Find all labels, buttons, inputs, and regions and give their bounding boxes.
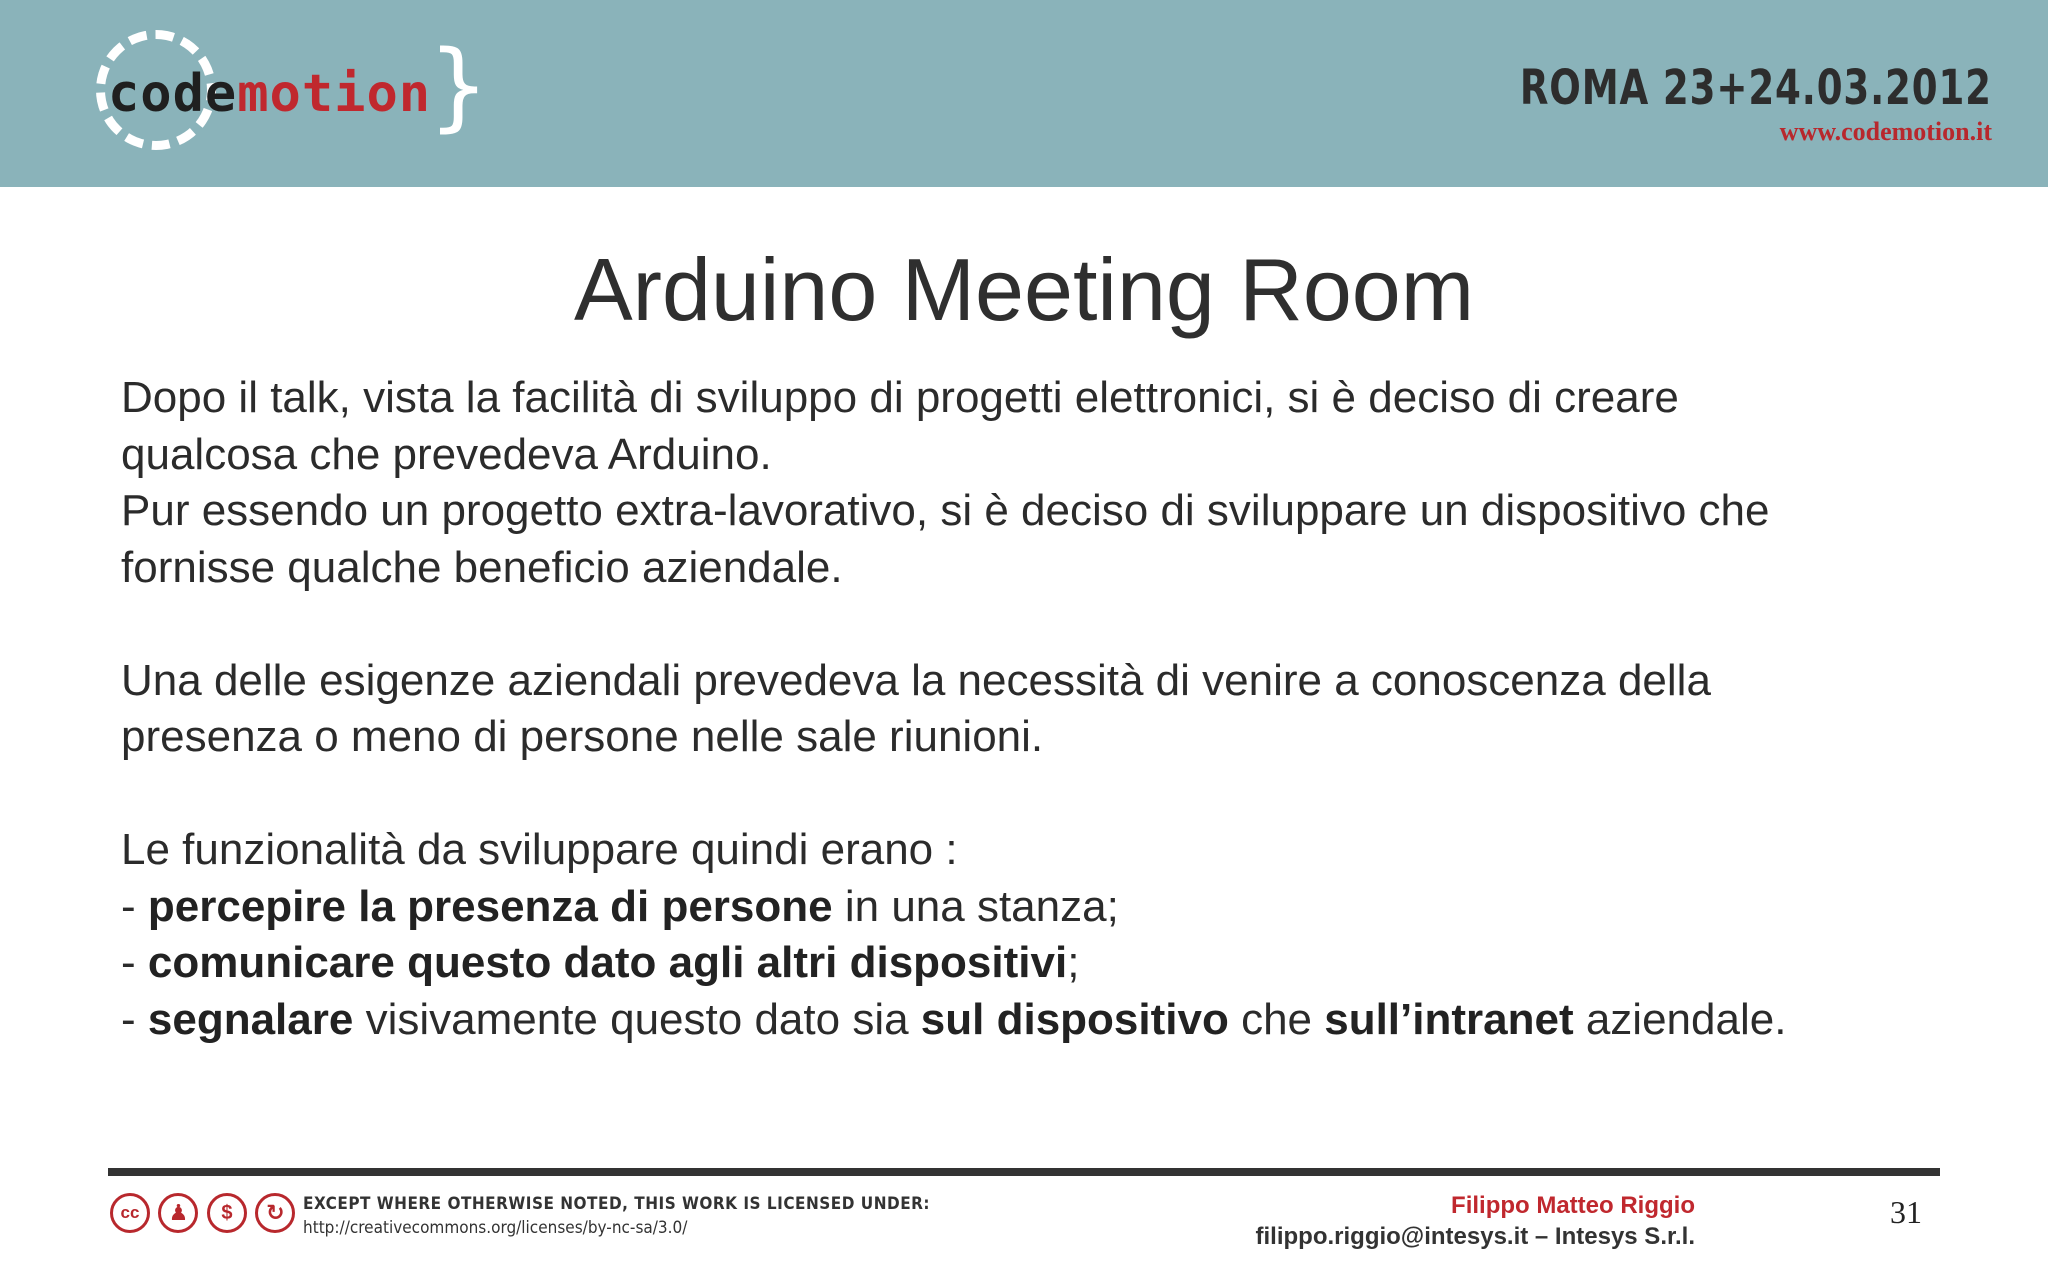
bullet-dash: - [121, 881, 148, 931]
bullet-bold: percepire la presenza di persone [147, 881, 833, 931]
codemotion-logo [88, 26, 490, 160]
slide-body [121, 370, 2001, 1048]
author-info [1256, 1190, 1696, 1252]
event-date: ROMA 23+24.03.2012 [1519, 60, 1992, 116]
bullet-text: visivamente questo dato sia [353, 994, 921, 1044]
bullet-bold: comunicare questo dato agli altri dispositivi [147, 938, 1068, 987]
bullet-item [121, 935, 2001, 992]
paragraph-gap [121, 596, 2001, 653]
bullet-dash: - [121, 938, 148, 987]
sharealike-icon: ↻ [255, 1193, 295, 1233]
body-line: Pur essendo un progetto extra-lavorativo, si è deciso di sviluppare un dispositivo che [121, 486, 1770, 535]
bullet-text: in una stanza; [832, 881, 1119, 931]
bullet-bold: sul dispositivo [920, 994, 1229, 1044]
page-number: 31 [1890, 1194, 1922, 1230]
bullet-bold: segnalare [147, 994, 354, 1044]
bullet-item [121, 879, 2001, 936]
bullet-text: che [1228, 994, 1325, 1044]
slide-title: Arduino Meeting Room [573, 240, 1475, 339]
event-url: www.codemotion.it [1779, 117, 1992, 146]
logo-wordmark [108, 64, 431, 124]
body-line: Le funzionalità da sviluppare quindi erano : [121, 825, 958, 874]
body-line: Dopo il talk, vista la facilità di sviluppo di progetti elettronici, si è deciso di creare [121, 373, 1679, 422]
body-line: Una delle esigenze aziendali prevedeva la necessità di venire a conoscenza della [121, 655, 1711, 705]
cc-icon: cc [110, 1193, 150, 1233]
body-line: fornisse qualche beneficio aziendale. [121, 542, 843, 592]
footer-divider [108, 1168, 1940, 1176]
body-line: qualcosa che prevedeva Arduino. [121, 429, 772, 479]
bullet-bold: sull’intranet [1324, 994, 1574, 1044]
attribution-icon: ♟ [158, 1193, 198, 1233]
author-name: Filippo Matteo Riggio [1451, 1192, 1695, 1219]
logo-part-code: code [108, 64, 238, 124]
bullet-text: ; [1067, 938, 1080, 987]
body-line: presenza o meno di persone nelle sale riunioni. [121, 712, 1044, 761]
logo-part-motion: motion [237, 64, 432, 124]
header-banner [0, 0, 2048, 187]
noncommercial-icon: $ [207, 1193, 247, 1233]
license-notice [303, 1192, 930, 1240]
logo-brace-graphic: } [428, 30, 490, 142]
bullet-item [121, 992, 2001, 1049]
license-url: http://creativecommons.org/licenses/by-nc-sa/3.0/ [303, 1218, 688, 1238]
author-email: filippo.riggio@intesys.it – Intesys S.r.l. [1255, 1223, 1695, 1250]
license-text: EXCEPT WHERE OTHERWISE NOTED, THIS WORK IS LICENSED UNDER: [303, 1194, 931, 1214]
paragraph-gap [121, 766, 2001, 823]
creative-commons-badges [110, 1193, 299, 1239]
bullet-text: aziendale. [1573, 994, 1787, 1044]
bullet-dash: - [121, 994, 148, 1044]
